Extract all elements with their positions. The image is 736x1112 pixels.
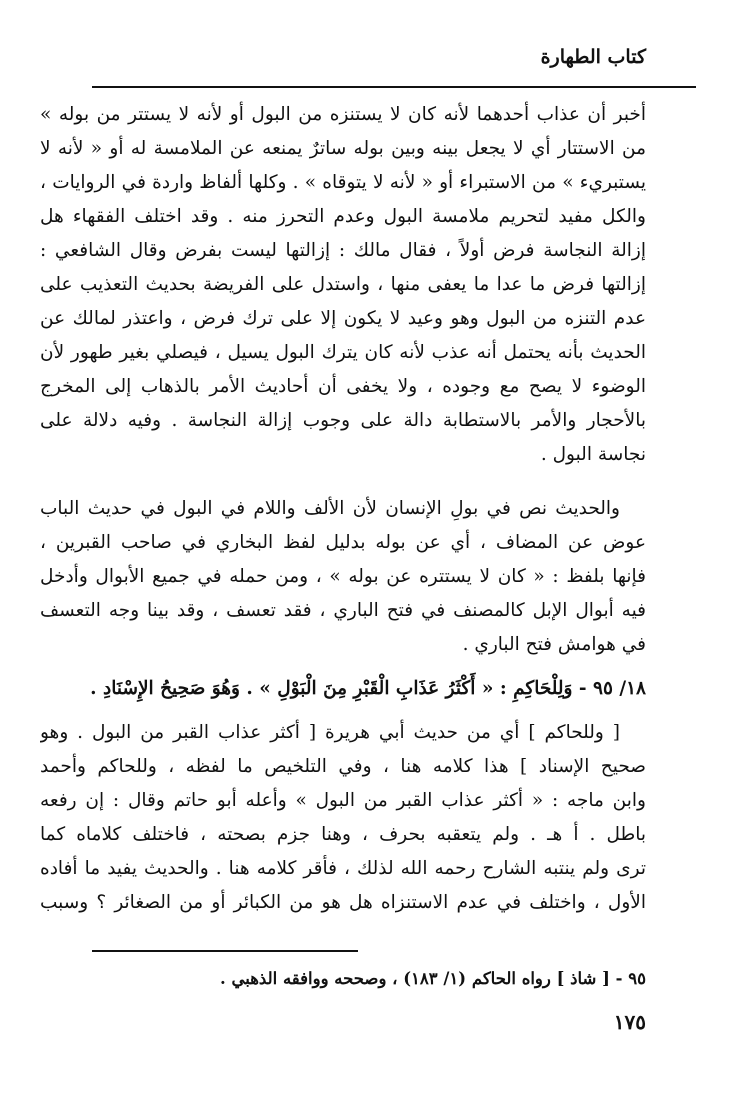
page-number: ١٧٥ bbox=[613, 1010, 646, 1034]
text-line: في هوامش فتح الباري . bbox=[462, 634, 646, 655]
text-line: والكل مفيد لتحريم ملامسة البول وعدم التحرز منه . وقد اختلف الفقهاء هل bbox=[40, 206, 646, 227]
footnote-text: ٩٥ - [ شاذ ] رواه الحاكم (١/ ١٨٣) ، وصححه ووافقه الذهبي . bbox=[220, 969, 646, 988]
text-line: عوض عن المضاف ، أي عن بوله بدليل لفظ البخاري في صاحب القبرين ، bbox=[40, 532, 646, 553]
hadith-text: ١٨/ ٩٥ - وَلِلْحَاكِمِ : « أَكْثَرُ عَذَابِ الْقَبْرِ مِنَ الْبَوْلِ » . وَهُوَ صَحِيحُ الإِسْنَادِ . bbox=[90, 678, 646, 699]
text-line: فيه أبوال الإبل كالمصنف في فتح الباري ، فقد تعسف ، وقد بينا وجه التعسف bbox=[40, 600, 646, 621]
running-header-title: كتاب الطهارة bbox=[540, 46, 646, 68]
text-line: فإنها بلفظ : « كان لا يستتره عن بوله » ، ومن حمله في جميع الأبوال وأدخل bbox=[40, 566, 646, 587]
text-line: باطل . أ هـ . ولم يتعقبه بحرف ، وهنا جزم بصحته ، فاختلف كلاماه كما bbox=[40, 824, 646, 845]
text-line: عدم التنزه من البول وهو وعيد لا يكون إلا على ترك فرض ، واعتذر لمالك عن bbox=[40, 308, 646, 329]
header-divider bbox=[92, 86, 696, 88]
text-line: من الاستتار أي لا يجعل بينه وبين بوله ساترٌ يمنعه عن الملامسة له أو « لأنه لا bbox=[40, 138, 646, 159]
text-line: الوضوء لا يصح مع وجوده ، ولا يخفى أن أحاديث الأمر بالذهاب إلى المخرج bbox=[40, 376, 646, 397]
text-line: [ وللحاكم ] أي من حديث أبي هريرة [ أكثر عذاب القبر من البول . وهو bbox=[40, 722, 620, 743]
text-line: بالأحجار والأمر بالاستطابة دالة على وجوب إزالة النجاسة . وفيه دلالة على bbox=[40, 410, 646, 431]
text-line: إزالتها فرض ما عدا ما يعفى منها ، واستدل على الفريضة بحديث التعذيب على bbox=[40, 274, 646, 295]
text-line: الحديث بأنه يحتمل أنه عذب لأنه كان يترك البول يسيل ، فيصلي بغير طهور لأن bbox=[40, 342, 646, 363]
text-line: ترى ولم ينتبه الشارح رحمه الله لذلك ، فأقر كلامه هنا . والحديث يفيد ما أفاده bbox=[40, 858, 646, 879]
text-line: يستبريء » من الاستبراء أو « لأنه لا يتوقاه » . وكلها ألفاظ واردة في الروايات ، bbox=[40, 172, 646, 193]
text-line: وابن ماجه : « أكثر عذاب القبر من البول » وأعله أبو حاتم وقال : إن رفعه bbox=[40, 790, 646, 811]
text-line: نجاسة البول . bbox=[540, 444, 646, 465]
text-line: والحديث نص في بولِ الإنسان لأن الألف واللام في البول في حديث الباب bbox=[40, 498, 620, 519]
text-line: صحيح الإسناد ] هذا كلامه هنا ، وفي التلخيص ما لفظه ، وللحاكم وأحمد bbox=[40, 756, 646, 777]
text-line: أخبر أن عذاب أحدهما لأنه كان لا يستنزه من البول أو لأنه لا يستتر من بوله » bbox=[40, 104, 646, 125]
text-line: الأول ، واختلف في عدم الاستنزاه هل هو من الكبائر أو من الصغائر ؟ وسبب bbox=[40, 892, 646, 913]
footnote-divider bbox=[92, 950, 358, 952]
text-line: إزالة النجاسة فرض أولاً ، فقال مالك : إزالتها ليست بفرض وقال الشافعي : bbox=[40, 240, 646, 261]
